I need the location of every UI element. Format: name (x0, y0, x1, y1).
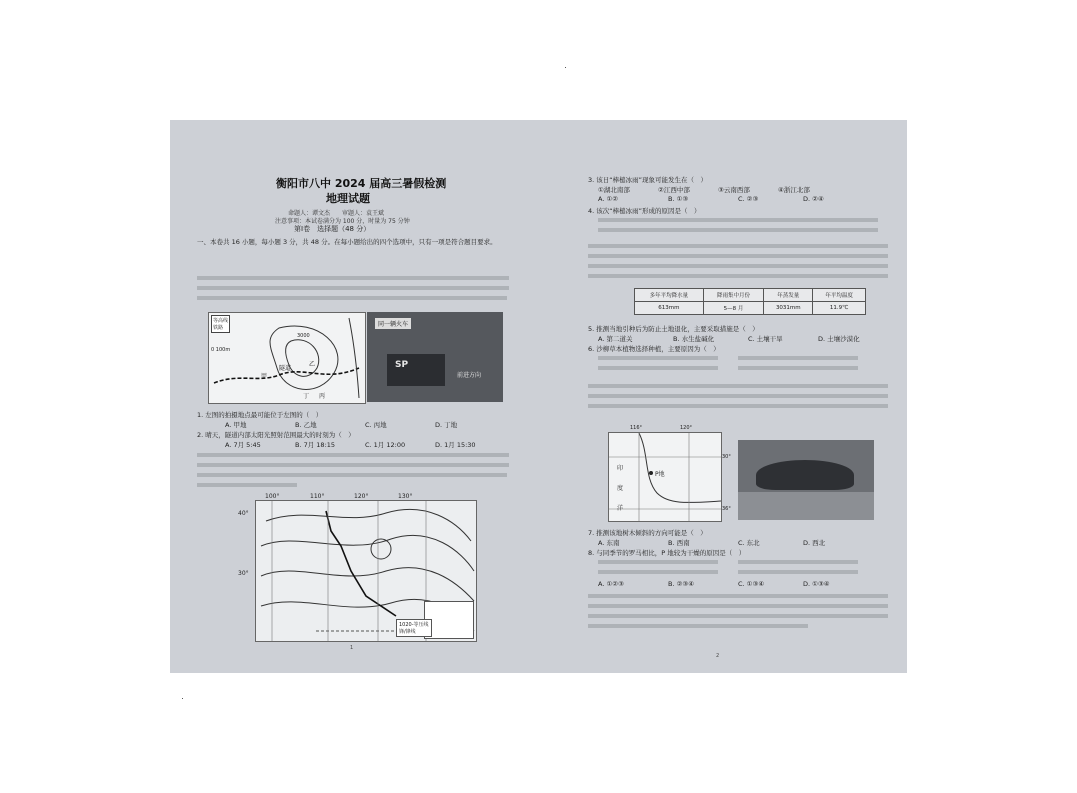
q3-item-3: ③云南西部 (718, 186, 750, 194)
place-ding: 丁 (303, 393, 310, 400)
lon-120: 120° (354, 493, 369, 500)
scale-label: 0 100m (211, 347, 231, 353)
location-map-figure (608, 432, 722, 522)
question-4: 4. 该次“棒槌冰雨”形成的原因是（ ） (588, 207, 701, 215)
text-line (197, 453, 509, 457)
question-2: 2. 晴天，隧道内部太阳光照射范围最大的时刻为（ ） (197, 431, 355, 439)
train-mark: SP (395, 360, 409, 370)
option-line (738, 356, 858, 360)
q3-item-2: ②江西中部 (658, 186, 690, 194)
text-line (588, 244, 888, 248)
q3-item-4: ④浙江北部 (778, 186, 810, 194)
table-header: 降雨集中月份 (703, 289, 764, 302)
train-shape (387, 354, 445, 386)
text-line (588, 404, 888, 408)
place-p: P地 (655, 471, 665, 478)
text-line (588, 624, 808, 628)
q8-option-d: D. ①③④ (803, 580, 830, 588)
q5-option-c: C. 土壤干旱 (748, 335, 783, 343)
lon-130: 130° (398, 493, 413, 500)
legend-front: 锋/锋线 (399, 629, 416, 635)
contour-map-figure (208, 312, 366, 404)
q7-option-a: A. 东南 (598, 539, 620, 547)
question-6: 6. 沙柳草本植物选择种植，主要原因为（ ） (588, 345, 720, 353)
map-legend (211, 315, 230, 333)
option-line (738, 570, 858, 574)
ground (738, 492, 874, 520)
q5-option-d: D. 土壤沙漠化 (818, 335, 860, 343)
weather-legend (396, 619, 432, 637)
q8-option-a: A. ①②③ (598, 580, 624, 588)
page-number-left: 1 (350, 645, 354, 651)
text-line (197, 296, 507, 300)
page-number-right: 2 (716, 653, 720, 659)
question-3: 3. 该日“棒槌冰雨”现象可能发生在（ ） (588, 176, 708, 184)
option-line (598, 560, 718, 564)
place-bing: 丙 (319, 393, 326, 400)
text-line (588, 614, 888, 618)
text-line (197, 473, 507, 477)
weather-map-figure (255, 500, 477, 642)
option-line (598, 356, 718, 360)
section-title: 第Ⅰ卷 选择题（48 分） (294, 225, 371, 233)
option-line (598, 570, 718, 574)
legend-isobar: 1020-等压线 (399, 622, 429, 628)
lat-40: 40° (238, 510, 249, 517)
table-header: 年平均温度 (813, 289, 866, 302)
option-line (598, 228, 878, 232)
q3-item-1: ①湖北南部 (598, 186, 630, 194)
q8-option-b: B. ②③④ (668, 580, 695, 588)
text-line (197, 286, 509, 290)
scan-speck (182, 698, 183, 699)
text-line (197, 276, 509, 280)
map-lon-116: 116° (630, 425, 643, 431)
text-line (588, 594, 888, 598)
q1-option-c: C. 丙地 (365, 421, 387, 429)
legend-contour: 等高线 (213, 318, 229, 324)
place-jia: 甲 (261, 373, 268, 380)
q3-option-c: C. ②③ (738, 195, 759, 203)
q8-option-c: C. ①③④ (738, 580, 765, 588)
scan-speck (565, 67, 566, 68)
left-page (170, 120, 538, 673)
text-line (197, 463, 509, 467)
question-7: 7. 推测该地树木倾斜的方向可能是（ ） (588, 529, 707, 537)
q2-option-b: B. 7月 18:15 (295, 441, 336, 449)
subject-title: 地理试题 (326, 192, 370, 205)
q7-option-d: D. 西北 (803, 539, 826, 547)
lon-110: 110° (310, 493, 325, 500)
q2-option-c: C. 1月 12:00 (365, 441, 406, 449)
question-8: 8. 与同季节的罗马相比，P 地较为干燥的原因是（ ） (588, 549, 746, 557)
contour-value: 3000 (297, 333, 310, 339)
q7-option-b: B. 西南 (668, 539, 690, 547)
q2-option-a: A. 7月 5:45 (225, 441, 261, 449)
notice-line: 注意事项：本试卷满分为 100 分，时量为 75 分钟 (275, 218, 410, 225)
table-header: 年蒸发量 (764, 289, 813, 302)
table-cell: 11.9℃ (813, 302, 866, 315)
question-1: 1. 左图的拍摄地点最可能位于左图的（ ） (197, 411, 323, 419)
map-lat-30: 30° (722, 454, 731, 460)
text-line (588, 264, 888, 268)
map-lat-36: 36° (722, 506, 731, 512)
photo-caption: 同一辆火车 (375, 318, 411, 329)
q1-option-d: D. 丁地 (435, 421, 458, 429)
q5-option-b: B. 水生盐碱化 (673, 335, 715, 343)
right-page (538, 120, 907, 673)
q3-option-b: B. ①③ (668, 195, 689, 203)
option-line (598, 366, 718, 370)
q3-option-d: D. ②④ (803, 195, 824, 203)
train-photo (367, 312, 503, 402)
authors-line: 命题人：谭文杰 审题人：袁王斌 (288, 210, 385, 217)
table-cell: 3031mm (764, 302, 813, 315)
tunnel-label: 隧道 (279, 365, 292, 372)
legend-railway: 铁路 (213, 325, 224, 331)
text-line (588, 394, 888, 398)
text-line (588, 274, 888, 278)
tree-canopy (756, 460, 854, 490)
q2-option-d: D. 1月 15:30 (435, 441, 476, 449)
q1-option-b: B. 乙地 (295, 421, 317, 429)
q3-option-a: A. ①② (598, 195, 619, 203)
lon-100: 100° (265, 493, 280, 500)
ocean-label-3: 洋 (617, 505, 624, 512)
q7-option-c: C. 东北 (738, 539, 760, 547)
question-5: 5. 推测当地引种后为防止土地退化，主要采取措施是（ ） (588, 325, 759, 333)
exam-title: 衡阳市八中 2024 届高三暑假检测 (276, 177, 447, 190)
q1-option-a: A. 甲地 (225, 421, 247, 429)
place-yi: 乙 (309, 361, 316, 368)
text-line (588, 254, 888, 258)
tree-photo (738, 440, 874, 520)
table-cell: 5—8 月 (703, 302, 764, 315)
climate-table (634, 288, 866, 315)
option-line (738, 366, 858, 370)
section-intro: 一、本卷共 16 小题，每小题 3 分，共 48 分。在每小题给出的四个选项中，只有一项是符合题目要求。 (197, 238, 497, 246)
text-line (588, 384, 888, 388)
text-line (588, 604, 888, 608)
table-header: 多年平均降水量 (635, 289, 704, 302)
ocean-label-2: 度 (617, 485, 624, 492)
ocean-label-1: 印 (617, 465, 624, 472)
lat-30: 30° (238, 570, 249, 577)
option-line (598, 218, 878, 222)
map-lon-120: 120° (680, 425, 693, 431)
table-cell: 613mm (635, 302, 704, 315)
q5-option-a: A. 第二道关 (598, 335, 633, 343)
scanned-exam-sheet (170, 120, 907, 673)
text-line (197, 483, 297, 487)
direction-label: 前进方向 (457, 372, 482, 379)
option-line (738, 560, 858, 564)
